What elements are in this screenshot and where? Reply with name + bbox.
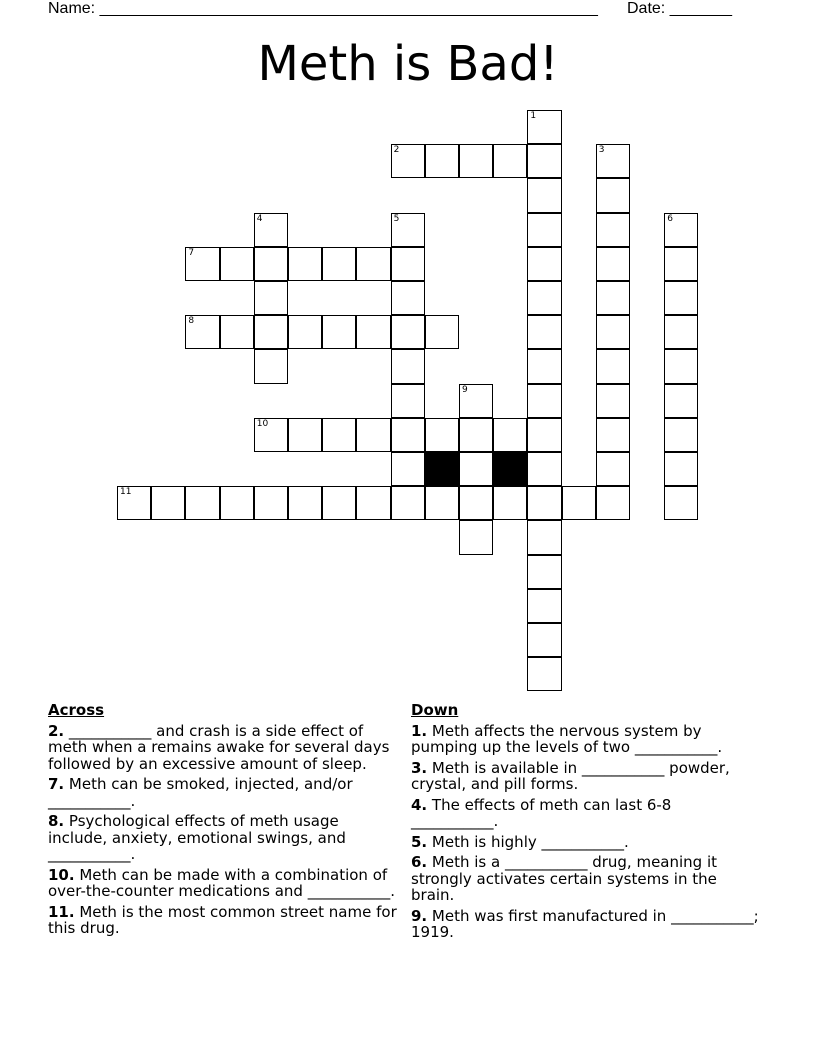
clue-text: Meth was first manufactured in ___________; 1919.	[411, 906, 759, 941]
crossword-cell[interactable]	[391, 452, 425, 486]
crossword-cell[interactable]	[527, 315, 561, 349]
crossword-cell[interactable]	[493, 144, 527, 178]
clue-text: Meth can be made with a combination of over-the-counter medications and ___________.	[48, 865, 395, 900]
clue-number-label: 11.	[48, 902, 75, 921]
clue-text: Meth affects the nervous system by pumping up the levels of two ___________.	[411, 721, 723, 756]
clue-text: Meth is highly ___________.	[427, 832, 629, 851]
crossword-cell[interactable]	[664, 349, 698, 383]
crossword-cell[interactable]	[356, 247, 390, 281]
clue-number: 4	[256, 213, 263, 224]
down-clues	[411, 702, 761, 945]
name-field-label: Name: ________________________________________________________	[48, 0, 598, 17]
crossword-cell[interactable]	[527, 384, 561, 418]
across-clues	[48, 702, 398, 941]
crossword-cell[interactable]	[664, 418, 698, 452]
crossword-cell[interactable]	[151, 486, 185, 520]
page-title: Meth is Bad!	[257, 36, 559, 92]
crossword-cell[interactable]	[527, 178, 561, 212]
crossword-cell[interactable]	[288, 486, 322, 520]
crossword-cell[interactable]	[459, 486, 493, 520]
crossword-cell[interactable]	[288, 247, 322, 281]
crossword-cell[interactable]	[356, 315, 390, 349]
clue-text: Meth is the most common street name for this drug.	[48, 902, 397, 937]
crossword-cell[interactable]	[527, 486, 561, 520]
crossword-cell[interactable]	[527, 281, 561, 315]
crossword-cell[interactable]	[527, 247, 561, 281]
crossword-cell[interactable]	[459, 384, 493, 418]
clue-text: Meth can be smoked, injected, and/or ___________.	[48, 775, 353, 810]
crossword-cell[interactable]	[527, 213, 561, 247]
crossword-cell[interactable]	[254, 486, 288, 520]
crossword-cell[interactable]	[664, 315, 698, 349]
crossword-cell[interactable]	[117, 486, 151, 520]
crossword-cell[interactable]	[664, 247, 698, 281]
crossword-cell[interactable]	[664, 452, 698, 486]
clue-number-label: 8.	[48, 812, 65, 830]
crossword-cell[interactable]	[562, 486, 596, 520]
clue-number: 5	[393, 213, 400, 224]
crossword-cell[interactable]	[459, 452, 493, 486]
down-clue	[411, 854, 761, 904]
crossword-cell[interactable]	[664, 213, 698, 247]
crossword-cell[interactable]	[459, 418, 493, 452]
crossword-cell[interactable]	[493, 486, 527, 520]
crossword-cell[interactable]	[459, 144, 493, 178]
clue-number: 7	[188, 247, 195, 258]
crossword-cell[interactable]	[391, 213, 425, 247]
crossword-cell[interactable]	[391, 144, 425, 178]
clue-text: Psychological effects of meth usage include, anxiety, emotional swings, and ___________.	[48, 812, 346, 863]
crossword-cell[interactable]	[596, 281, 630, 315]
crossword-cell[interactable]	[596, 213, 630, 247]
crossword-cell[interactable]	[322, 315, 356, 349]
down-clue	[411, 834, 761, 851]
crossword-cell[interactable]	[596, 144, 630, 178]
crossword-cell[interactable]	[220, 247, 254, 281]
crossword-cell[interactable]	[288, 418, 322, 452]
across-clue	[48, 776, 398, 809]
across-clue	[48, 867, 398, 900]
crossword-cell[interactable]	[527, 144, 561, 178]
clue-text: Meth is a ___________ drug, meaning it strongly activates certain systems in the brain.	[411, 853, 718, 904]
crossword-cell[interactable]	[391, 315, 425, 349]
clue-number: 11	[120, 487, 132, 498]
crossword-cell[interactable]	[185, 486, 219, 520]
crossword-cell[interactable]	[425, 486, 459, 520]
crossword-cell[interactable]	[220, 315, 254, 349]
crossword-cell[interactable]	[596, 418, 630, 452]
crossword-cell[interactable]	[254, 349, 288, 383]
clue-number: 10	[256, 418, 269, 429]
crossword-cell[interactable]	[254, 315, 288, 349]
clue-number-label: 7.	[48, 775, 65, 793]
crossword-cell[interactable]	[527, 452, 561, 486]
crossword-cell[interactable]	[596, 178, 630, 212]
crossword-cell[interactable]	[596, 247, 630, 281]
crossword-block	[425, 452, 459, 486]
crossword-cell[interactable]	[356, 486, 390, 520]
date-field-label: Date: _______	[627, 0, 732, 17]
across-clue	[48, 723, 398, 773]
crossword-cell[interactable]	[322, 418, 356, 452]
crossword-cell[interactable]	[425, 315, 459, 349]
clue-number: 1	[530, 111, 537, 121]
down-clue	[411, 908, 761, 941]
crossword-cell[interactable]	[664, 281, 698, 315]
crossword-cell[interactable]	[493, 418, 527, 452]
clue-number-label: 6.	[411, 853, 428, 871]
crossword-cell[interactable]	[459, 520, 493, 554]
crossword-cell[interactable]	[391, 418, 425, 452]
clue-number: 6	[667, 213, 673, 224]
down-clue	[411, 797, 761, 830]
crossword-cell[interactable]	[391, 247, 425, 281]
crossword-cell[interactable]	[527, 418, 561, 452]
across-clue	[48, 904, 398, 937]
crossword-cell[interactable]	[596, 452, 630, 486]
clue-number-label: 4.	[411, 795, 428, 814]
clue-text: Meth is available in ___________ powder, crystal, and pill forms.	[411, 758, 730, 793]
clue-number-label: 9.	[411, 906, 428, 925]
crossword-cell[interactable]	[254, 213, 288, 247]
crossword-cell[interactable]	[254, 418, 288, 452]
crossword-cell[interactable]	[391, 384, 425, 418]
clue-number: 8	[188, 316, 195, 327]
clue-number-label: 1.	[411, 721, 428, 740]
crossword-cell[interactable]	[527, 657, 561, 691]
crossword-cell[interactable]	[664, 384, 698, 418]
crossword-cell[interactable]	[391, 486, 425, 520]
crossword-cell[interactable]	[391, 349, 425, 383]
crossword-cell[interactable]	[322, 486, 356, 520]
clue-number: 3	[598, 145, 605, 156]
clue-text: ___________ and crash is a side effect of meth when a remains awake for several days followed by an excessive amount of sleep.	[48, 721, 390, 773]
crossword-cell[interactable]	[527, 555, 561, 589]
crossword-cell[interactable]	[596, 349, 630, 383]
crossword-cell[interactable]	[527, 623, 561, 657]
crossword-cell[interactable]	[391, 281, 425, 315]
clue-number-label: 10.	[48, 865, 75, 884]
down-clue-list	[411, 723, 761, 941]
clue-number-label: 5.	[411, 832, 428, 851]
crossword-cell[interactable]	[425, 418, 459, 452]
clue-number: 2	[393, 145, 400, 156]
crossword-cell[interactable]	[288, 315, 322, 349]
crossword-cell[interactable]	[254, 281, 288, 315]
clue-number-label: 3.	[411, 758, 428, 777]
crossword-block	[493, 452, 527, 486]
crossword-cell[interactable]	[596, 486, 630, 520]
crossword-cell[interactable]	[185, 247, 219, 281]
crossword-cell[interactable]	[220, 486, 254, 520]
crossword-cell[interactable]	[527, 520, 561, 554]
across-clue	[48, 813, 398, 863]
across-clue-list	[48, 723, 398, 937]
crossword-cell[interactable]	[425, 144, 459, 178]
crossword-cell[interactable]	[254, 247, 288, 281]
clue-text: The effects of meth can last 6-8 ___________.	[411, 795, 672, 830]
down-heading: Down	[411, 701, 459, 719]
crossword-cell[interactable]	[527, 110, 561, 144]
across-heading: Across	[48, 701, 105, 719]
clue-number: 9	[462, 384, 468, 395]
crossword-cell[interactable]	[527, 349, 561, 383]
crossword-cell[interactable]	[596, 315, 630, 349]
crossword-cell[interactable]	[322, 247, 356, 281]
crossword-cell[interactable]	[664, 486, 698, 520]
crossword-cell[interactable]	[596, 384, 630, 418]
clue-number-label: 2.	[48, 721, 65, 740]
down-clue	[411, 723, 761, 756]
down-clue	[411, 760, 761, 793]
crossword-cell[interactable]	[356, 418, 390, 452]
crossword-cell[interactable]	[527, 589, 561, 623]
crossword-cell[interactable]	[185, 315, 219, 349]
